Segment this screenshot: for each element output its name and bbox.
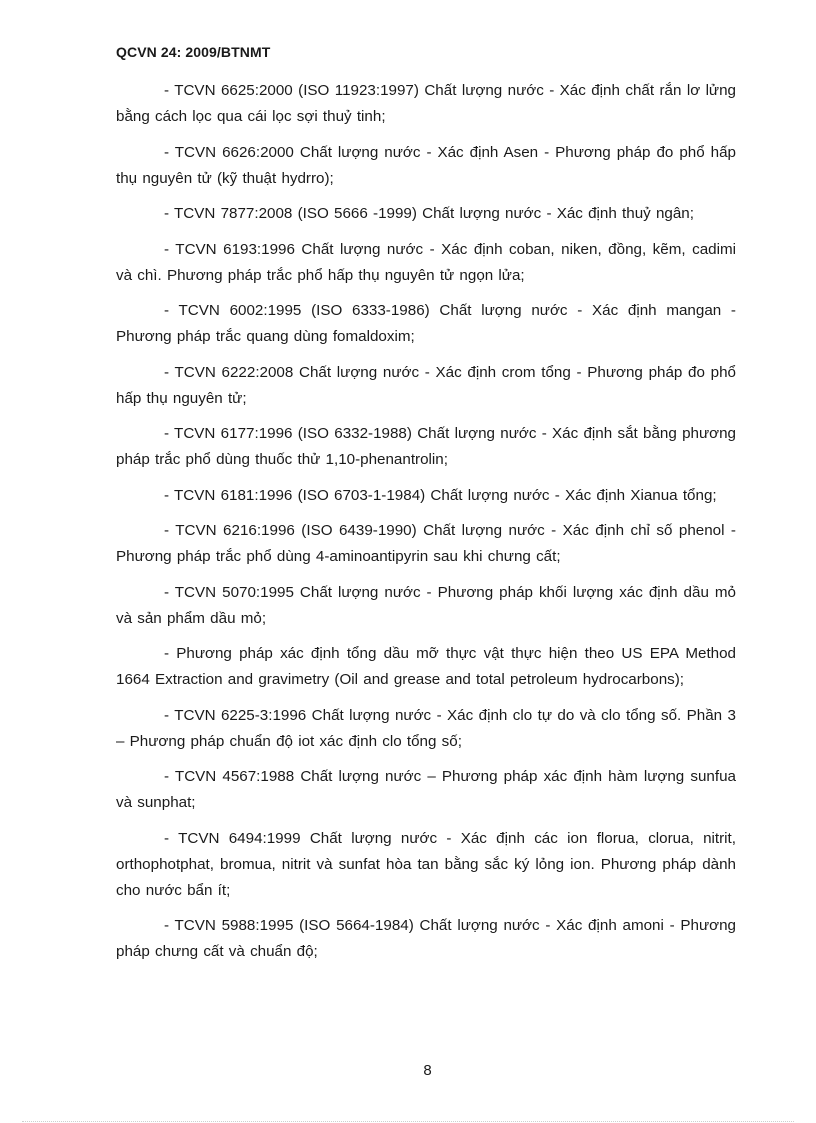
- list-item: - TCVN 6494:1999 Chất lượng nước - Xác định các ion florua, clorua, nitrit, orthophotphat, bromua, nitrit và sunfat hòa tan bằng sắc ký lỏng ion. Phương pháp dành cho nước bẩn ít;: [116, 829, 736, 899]
- list-item: - TCVN 6626:2000 Chất lượng nước - Xác định Asen - Phương pháp đo phổ hấp thụ nguyên tử (kỹ thuật hydrro);: [116, 143, 736, 187]
- list-item: - TCVN 6177:1996 (ISO 6332-1988) Chất lượng nước - Xác định sắt bằng phương pháp trắc phổ dùng thuốc thử 1,10-phenantrolin;: [116, 425, 736, 468]
- list-item: - TCVN 6625:2000 (ISO 11923:1997) Chất lượng nước - Xác định chất rắn lơ lửng bằng cách lọc qua cái lọc sợi thuỷ tinh;: [116, 82, 736, 125]
- list-item: - TCVN 7877:2008 (ISO 5666 -1999) Chất lượng nước - Xác định thuỷ ngân;: [164, 205, 694, 222]
- list-item: - TCVN 5070:1995 Chất lượng nước - Phương pháp khối lượng xác định dầu mỏ và sản phẩm dầu mỏ;: [116, 583, 736, 627]
- standards-list: [116, 78, 736, 975]
- list-item: - Phương pháp xác định tổng dầu mỡ thực vật thực hiện theo US EPA Method 1664 Extraction and gravimetry (Oil and grease and total petroleum hydrocarbons);: [116, 645, 736, 688]
- list-item: - TCVN 6216:1996 (ISO 6439-1990) Chất lượng nước - Xác định chỉ số phenol - Phương pháp trắc phổ dùng 4-aminoantipyrin sau khi chưng cất;: [116, 522, 736, 565]
- list-item: - TCVN 6002:1995 (ISO 6333-1986) Chất lượng nước - Xác định mangan - Phương pháp trắc quang dùng fomaldoxim;: [116, 302, 736, 345]
- list-item: - TCVN 6181:1996 (ISO 6703-1-1984) Chất lượng nước - Xác định Xianua tổng;: [164, 486, 717, 504]
- list-item: - TCVN 4567:1988 Chất lượng nước – Phương pháp xác định hàm lượng sunfua và sunphat;: [116, 768, 736, 811]
- list-item: - TCVN 6222:2008 Chất lượng nước - Xác định crom tổng - Phương pháp đo phổ hấp thụ nguyên tử;: [116, 363, 736, 407]
- page-number: 8: [423, 1062, 432, 1079]
- page-bottom-divider: [22, 1121, 794, 1122]
- document-header: QCVN 24: 2009/BTNMT: [116, 44, 271, 60]
- list-item: - TCVN 6193:1996 Chất lượng nước - Xác định coban, niken, đồng, kẽm, cadimi và chì. Phương pháp trắc phổ hấp thụ nguyên tử ngọn lửa;: [116, 240, 736, 284]
- list-item: - TCVN 5988:1995 (ISO 5664-1984) Chất lượng nước - Xác định amoni - Phương pháp chưng cất và chuẩn độ;: [116, 917, 736, 960]
- list-item: - TCVN 6225-3:1996 Chất lượng nước - Xác định clo tự do và clo tổng số. Phần 3 – Phương pháp chuẩn độ iot xác định clo tổng số;: [116, 706, 736, 750]
